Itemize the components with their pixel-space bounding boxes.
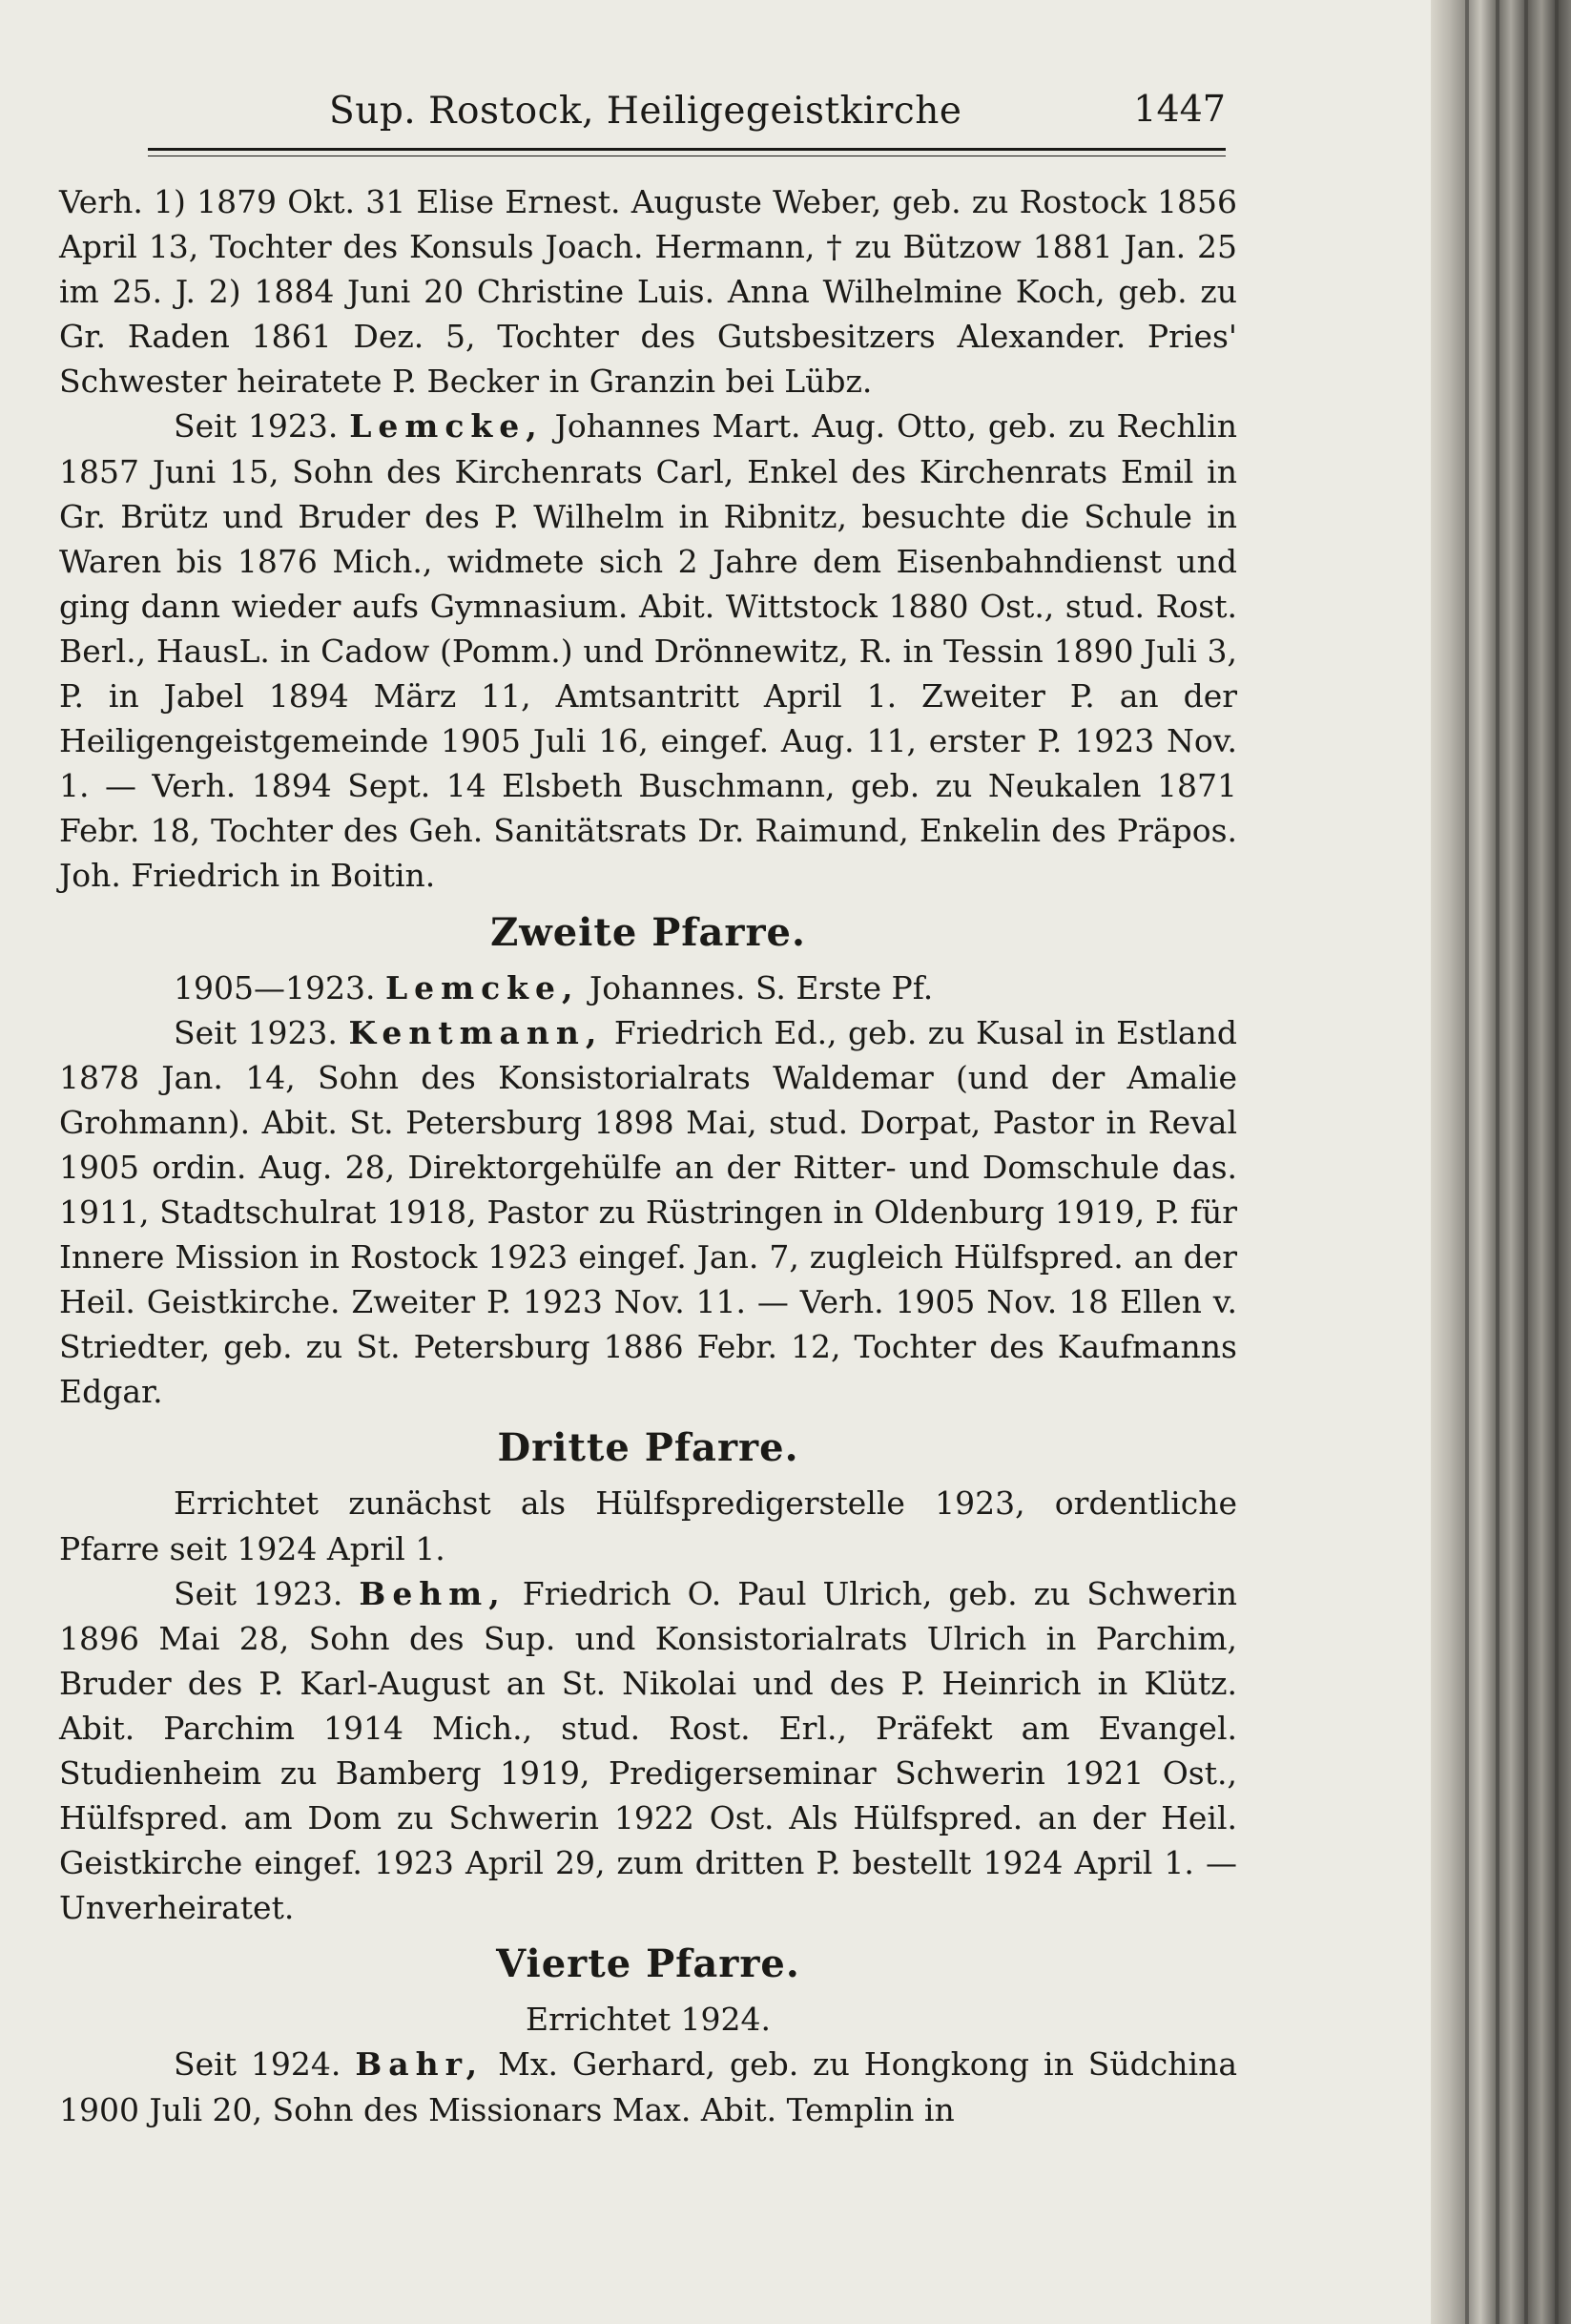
- entry-prefix: Seit 1923.: [174, 1574, 343, 1612]
- entry-kentmann: [59, 1010, 1237, 1415]
- entry-behm: [59, 1571, 1237, 1931]
- heading-fourth-parish: Vierte Pfarre.: [496, 1941, 800, 1987]
- fourth-parish-intro: Errichtet 1924.: [526, 2001, 771, 2039]
- page-edge-stripe: [1524, 0, 1528, 2324]
- pastor-name: Lemcke,: [384, 968, 580, 1006]
- third-parish-intro: Errichtet zunächst als Hülfspredigerstelle 1923, ordentliche Pfarre seit 1924 April 1.: [59, 1484, 1237, 1567]
- entry-prefix: Seit 1924.: [174, 2045, 341, 2084]
- header-rule-thick: [148, 148, 1226, 151]
- entry-text: Mx. Gerhard, geb. zu Hongkong in Südchina 1900 Juli 20, Sohn des Missionars Max. Abit. Templin in: [59, 2045, 1238, 2128]
- entry-lemcke-second: [59, 965, 1237, 1010]
- heading-third-parish: Dritte Pfarre.: [497, 1425, 799, 1471]
- entry-prefix: Seit 1923.: [174, 407, 339, 446]
- running-header: [148, 84, 1226, 145]
- entry-text: Johannes Mart. Aug. Otto, geb. zu Rechlin 1857 Juni 15, Sohn des Kirchenrats Carl, Enkel des Kirchenrats Emil in Gr. Brütz und Bruder des P. Wilhelm in Ribnitz, besuchte die Schule in Waren bis 1876 Mich., widmete sich 2 Jahre dem Eisenbahndienst und ging dann wieder aufs Gymnasium. Abit. Wittstock 1880 Ost., stud. Rost. Berl., HausL. in Cadow (Pomm.) und Drönnewitz, R. in Tessin 1890 Juli 3, P. in Jabel 1894 März 11, Amtsantritt April 1. Zweiter P. an der Heiligengeistgemeinde 1905 Juli 16, eingef. Aug. 11, erster P. 1923 Nov. 1. — Verh. 1894 Sept. 14 Elsbeth Buschmann, geb. zu Neukalen 1871 Febr. 18, Tochter des Geh. Sanitätsrats Dr. Raimund, Enkelin des Präpos. Joh. Friedrich in Boitin.: [59, 407, 1237, 895]
- page-number: 1447: [1133, 88, 1226, 130]
- entry-prefix: Seit 1923.: [174, 1013, 338, 1051]
- pastor-name: Kentmann,: [348, 1013, 604, 1051]
- book-page-edge: [1431, 0, 1571, 2324]
- heading-second-parish: Zweite Pfarre.: [490, 909, 806, 955]
- entry-bahr: [59, 2042, 1237, 2131]
- page-edge-stripe: [1555, 0, 1559, 2324]
- entry-text: Johannes. S. Erste Pf.: [589, 968, 934, 1006]
- marriage-paragraph: Verh. 1) 1879 Okt. 31 Elise Ernest. Auguste Weber, geb. zu Rostock 1856 April 13, Tochter des Konsuls Joach. Hermann, † zu Bützow 1881 Jan. 25 im 25. J. 2) 1884 Juni 20 Christine Luis. Anna Wilhelmine Koch, geb. zu Gr. Raden 1861 Dez. 5, Tochter des Gutsbesitzers Alexander. Pries' Schwester heiratete P. Becker in Granzin bei Lübz.: [59, 183, 1237, 401]
- pastor-name: Lemcke,: [349, 407, 544, 446]
- page-edge-stripe: [1465, 0, 1469, 2324]
- entry-text: Friedrich Ed., geb. zu Kusal in Estland 1878 Jan. 14, Sohn des Konsistorialrats Waldemar (und der Amalie Grohmann). Abit. St. Petersburg 1898 Mai, stud. Dorpat, Pastor in Reval 1905 ordin. Aug. 28, Direktorgehülfe an der Ritter- und Domschule das. 1911, Stadtschulrat 1918, Pastor zu Rüstringen in Oldenburg 1919, P. für Innere Mission in Rostock 1923 eingef. Jan. 7, zugleich Hülfspred. an der Heil. Geistkirche. Zweiter P. 1923 Nov. 11. — Verh. 1905 Nov. 18 Ellen v. Striedter, geb. zu St. Petersburg 1886 Febr. 12, Tochter des Kaufmanns Edgar.: [59, 1013, 1237, 1411]
- page-body: [59, 179, 1237, 2132]
- header-title: Sup. Rostock, Heiligegeistkirche: [329, 90, 962, 133]
- pastor-name: Behm,: [359, 1574, 506, 1612]
- pastor-name: Bahr,: [355, 2045, 485, 2084]
- page-edge-stripe: [1496, 0, 1499, 2324]
- entry-prefix: 1905—1923.: [174, 968, 376, 1006]
- entry-lemcke-first: [59, 404, 1237, 898]
- entry-text: Friedrich O. Paul Ulrich, geb. zu Schwerin 1896 Mai 28, Sohn des Sup. und Konsistorialrats Ulrich in Parchim, Bruder des P. Karl-August an St. Nikolai und des P. Heinrich in Klütz. Abit. Parchim 1914 Mich., stud. Rost. Erl., Präfekt am Evangel. Studienheim zu Bamberg 1919, Predigerseminar Schwerin 1921 Ost., Hülfspred. am Dom zu Schwerin 1922 Ost. Als Hülfspred. an der Heil. Geistkirche eingef. 1923 April 29, zum dritten P. bestellt 1924 April 1. — Unverheiratet.: [59, 1574, 1237, 1927]
